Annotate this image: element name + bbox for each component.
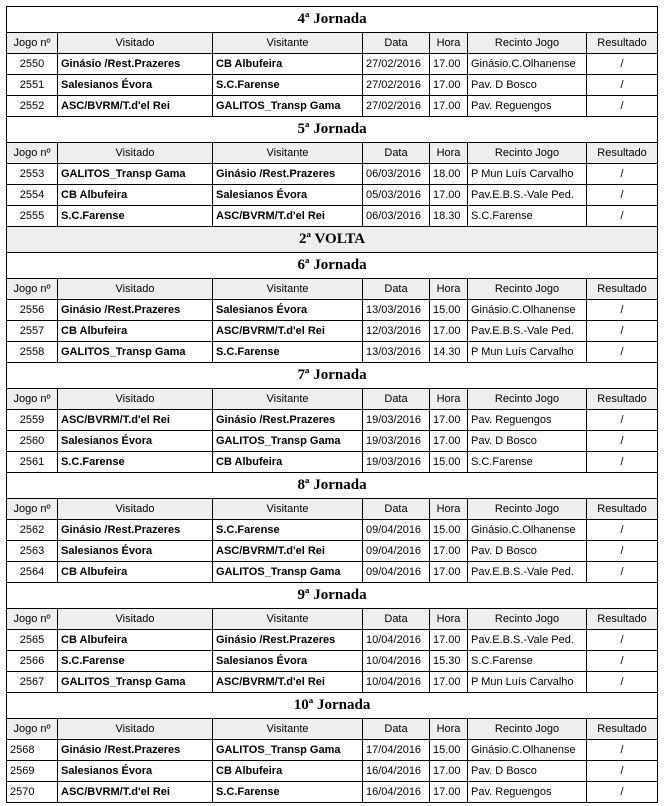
column-header-away-team: Visitante [213,609,363,630]
table-row [7,761,658,782]
result-cell: / [587,342,658,363]
column-header-match-time: Hora [430,279,468,300]
away-team-cell: S.C.Farense [213,782,363,803]
venue-cell: Pav.E.B.S.-Vale Ped. [468,630,587,651]
match-time-cell: 17.00 [430,410,468,431]
column-header-away-team: Visitante [213,389,363,410]
venue-cell: P Mun Luís Carvalho [468,672,587,693]
column-header-row [7,279,658,300]
column-header-venue: Recinto Jogo [468,389,587,410]
column-header-match-time: Hora [430,499,468,520]
column-header-match-time: Hora [430,33,468,54]
venue-cell: Pav.E.B.S.-Vale Ped. [468,185,587,206]
match-date-cell: 17/04/2016 [363,740,430,761]
column-header-jogo-number: Jogo nº [7,279,58,300]
match-date-cell: 19/03/2016 [363,452,430,473]
away-team-cell: S.C.Farense [213,75,363,96]
result-cell: / [587,206,658,227]
home-team-cell: S.C.Farense [58,206,213,227]
column-header-match-date: Data [363,279,430,300]
column-header-jogo-number: Jogo nº [7,33,58,54]
jogo-number-cell: 2568 [7,740,58,761]
match-date-cell: 12/03/2016 [363,321,430,342]
table-row [7,541,658,562]
match-date-cell: 19/03/2016 [363,431,430,452]
table-row [7,562,658,583]
column-header-match-date: Data [363,719,430,740]
match-date-cell: 09/04/2016 [363,520,430,541]
venue-cell: S.C.Farense [468,206,587,227]
jogo-number-cell: 2550 [7,54,58,75]
result-cell: / [587,452,658,473]
column-header-jogo-number: Jogo nº [7,719,58,740]
result-cell: / [587,740,658,761]
column-header-away-team: Visitante [213,33,363,54]
match-time-cell: 15.30 [430,651,468,672]
match-time-cell: 17.00 [430,431,468,452]
column-header-match-date: Data [363,609,430,630]
table-row [7,54,658,75]
away-team-cell: ASC/BVRM/T.d'el Rei [213,321,363,342]
match-date-cell: 05/03/2016 [363,185,430,206]
result-cell: / [587,75,658,96]
match-date-cell: 10/04/2016 [363,630,430,651]
home-team-cell: S.C.Farense [58,452,213,473]
column-header-away-team: Visitante [213,719,363,740]
table-row [7,342,658,363]
result-cell: / [587,410,658,431]
home-team-cell: Salesianos Évora [58,541,213,562]
table-row [7,206,658,227]
match-time-cell: 17.00 [430,321,468,342]
table-row [7,782,658,803]
match-time-cell: 15.00 [430,300,468,321]
column-header-away-team: Visitante [213,499,363,520]
column-header-home-team: Visitado [58,33,213,54]
jogo-number-cell: 2557 [7,321,58,342]
match-time-cell: 17.00 [430,96,468,117]
table-row [7,630,658,651]
column-header-result: Resultado [587,609,658,630]
match-time-cell: 17.00 [430,761,468,782]
result-cell: / [587,672,658,693]
match-time-cell: 15.00 [430,452,468,473]
match-date-cell: 10/04/2016 [363,651,430,672]
table-row [7,520,658,541]
jogo-number-cell: 2563 [7,541,58,562]
result-cell: / [587,651,658,672]
table-row [7,452,658,473]
jornada-title: 6ª Jornada [7,253,658,279]
match-time-cell: 17.00 [430,185,468,206]
venue-cell: Ginásio.C.Olhanense [468,520,587,541]
venue-cell: Pav. D Bosco [468,431,587,452]
venue-cell: Ginásio.C.Olhanense [468,300,587,321]
result-cell: / [587,321,658,342]
result-cell: / [587,185,658,206]
home-team-cell: GALITOS_Transp Gama [58,672,213,693]
table-row [7,300,658,321]
jornada-heading-row [7,117,658,143]
column-header-match-time: Hora [430,389,468,410]
column-header-home-team: Visitado [58,609,213,630]
volta-heading-row [7,227,658,253]
match-date-cell: 13/03/2016 [363,342,430,363]
match-time-cell: 17.00 [430,562,468,583]
result-cell: / [587,54,658,75]
column-header-venue: Recinto Jogo [468,499,587,520]
table-row [7,321,658,342]
home-team-cell: Salesianos Évora [58,431,213,452]
away-team-cell: Ginásio /Rest.Prazeres [213,630,363,651]
match-time-cell: 18.30 [430,206,468,227]
jogo-number-cell: 2555 [7,206,58,227]
column-header-result: Resultado [587,279,658,300]
venue-cell: P Mun Luís Carvalho [468,164,587,185]
column-header-venue: Recinto Jogo [468,33,587,54]
table-row [7,96,658,117]
column-header-home-team: Visitado [58,389,213,410]
match-date-cell: 06/03/2016 [363,164,430,185]
match-date-cell: 16/04/2016 [363,761,430,782]
away-team-cell: GALITOS_Transp Gama [213,562,363,583]
jornada-heading-row [7,253,658,279]
jornada-title: 10ª Jornada [7,693,658,719]
table-row [7,185,658,206]
column-header-venue: Recinto Jogo [468,143,587,164]
jogo-number-cell: 2560 [7,431,58,452]
home-team-cell: CB Albufeira [58,562,213,583]
result-cell: / [587,782,658,803]
away-team-cell: CB Albufeira [213,761,363,782]
match-date-cell: 27/02/2016 [363,75,430,96]
away-team-cell: CB Albufeira [213,54,363,75]
schedule-body [7,7,658,803]
volta-title: 2ª VOLTA [7,227,658,253]
jornada-title: 8ª Jornada [7,473,658,499]
table-row [7,75,658,96]
away-team-cell: S.C.Farense [213,342,363,363]
venue-cell: Pav. Reguengos [468,96,587,117]
table-row [7,651,658,672]
column-header-jogo-number: Jogo nº [7,389,58,410]
column-header-row [7,33,658,54]
venue-cell: Ginásio.C.Olhanense [468,740,587,761]
column-header-venue: Recinto Jogo [468,279,587,300]
result-cell: / [587,431,658,452]
match-date-cell: 27/02/2016 [363,96,430,117]
jornada-title: 4ª Jornada [7,7,658,33]
home-team-cell: S.C.Farense [58,651,213,672]
jornada-heading-row [7,7,658,33]
home-team-cell: Ginásio /Rest.Prazeres [58,300,213,321]
column-header-home-team: Visitado [58,143,213,164]
column-header-match-date: Data [363,33,430,54]
home-team-cell: Ginásio /Rest.Prazeres [58,520,213,541]
away-team-cell: Salesianos Évora [213,651,363,672]
jornada-heading-row [7,583,658,609]
result-cell: / [587,164,658,185]
match-time-cell: 17.00 [430,630,468,651]
venue-cell: Pav. D Bosco [468,541,587,562]
jogo-number-cell: 2552 [7,96,58,117]
jogo-number-cell: 2556 [7,300,58,321]
jogo-number-cell: 2570 [7,782,58,803]
match-date-cell: 09/04/2016 [363,541,430,562]
venue-cell: Pav. Reguengos [468,782,587,803]
match-time-cell: 17.00 [430,782,468,803]
column-header-row [7,499,658,520]
match-time-cell: 17.00 [430,541,468,562]
match-date-cell: 09/04/2016 [363,562,430,583]
away-team-cell: GALITOS_Transp Gama [213,96,363,117]
result-cell: / [587,300,658,321]
venue-cell: Pav.E.B.S.-Vale Ped. [468,321,587,342]
result-cell: / [587,761,658,782]
match-date-cell: 13/03/2016 [363,300,430,321]
jornada-heading-row [7,473,658,499]
home-team-cell: Salesianos Évora [58,75,213,96]
column-header-match-time: Hora [430,719,468,740]
column-header-match-time: Hora [430,609,468,630]
away-team-cell: ASC/BVRM/T.d'el Rei [213,541,363,562]
venue-cell: S.C.Farense [468,651,587,672]
column-header-result: Resultado [587,499,658,520]
home-team-cell: ASC/BVRM/T.d'el Rei [58,782,213,803]
home-team-cell: Salesianos Évora [58,761,213,782]
venue-cell: P Mun Luís Carvalho [468,342,587,363]
away-team-cell: Salesianos Évora [213,185,363,206]
match-time-cell: 14.30 [430,342,468,363]
home-team-cell: CB Albufeira [58,185,213,206]
column-header-jogo-number: Jogo nº [7,143,58,164]
column-header-home-team: Visitado [58,279,213,300]
home-team-cell: CB Albufeira [58,321,213,342]
away-team-cell: CB Albufeira [213,452,363,473]
jogo-number-cell: 2553 [7,164,58,185]
home-team-cell: Ginásio /Rest.Prazeres [58,54,213,75]
column-header-row [7,389,658,410]
column-header-row [7,609,658,630]
jogo-number-cell: 2562 [7,520,58,541]
home-team-cell: ASC/BVRM/T.d'el Rei [58,96,213,117]
column-header-row [7,719,658,740]
column-header-match-time: Hora [430,143,468,164]
column-header-result: Resultado [587,33,658,54]
column-header-away-team: Visitante [213,279,363,300]
match-time-cell: 17.00 [430,672,468,693]
match-date-cell: 27/02/2016 [363,54,430,75]
match-time-cell: 17.00 [430,75,468,96]
home-team-cell: Ginásio /Rest.Prazeres [58,740,213,761]
away-team-cell: Salesianos Évora [213,300,363,321]
jogo-number-cell: 2561 [7,452,58,473]
column-header-away-team: Visitante [213,143,363,164]
jogo-number-cell: 2551 [7,75,58,96]
away-team-cell: S.C.Farense [213,520,363,541]
away-team-cell: ASC/BVRM/T.d'el Rei [213,672,363,693]
jornada-heading-row [7,363,658,389]
away-team-cell: GALITOS_Transp Gama [213,431,363,452]
venue-cell: Pav. Reguengos [468,410,587,431]
home-team-cell: GALITOS_Transp Gama [58,342,213,363]
column-header-home-team: Visitado [58,499,213,520]
column-header-venue: Recinto Jogo [468,719,587,740]
jogo-number-cell: 2569 [7,761,58,782]
jogo-number-cell: 2558 [7,342,58,363]
match-date-cell: 10/04/2016 [363,672,430,693]
jogo-number-cell: 2564 [7,562,58,583]
column-header-result: Resultado [587,143,658,164]
table-row [7,431,658,452]
jogo-number-cell: 2565 [7,630,58,651]
jornada-heading-row [7,693,658,719]
venue-cell: Pav.E.B.S.-Vale Ped. [468,562,587,583]
table-row [7,672,658,693]
jogo-number-cell: 2554 [7,185,58,206]
column-header-venue: Recinto Jogo [468,609,587,630]
match-time-cell: 18.00 [430,164,468,185]
match-date-cell: 19/03/2016 [363,410,430,431]
column-header-match-date: Data [363,143,430,164]
venue-cell: Pav. D Bosco [468,75,587,96]
column-header-match-date: Data [363,499,430,520]
table-row [7,410,658,431]
away-team-cell: Ginásio /Rest.Prazeres [213,164,363,185]
venue-cell: Ginásio.C.Olhanense [468,54,587,75]
result-cell: / [587,96,658,117]
venue-cell: S.C.Farense [468,452,587,473]
match-date-cell: 06/03/2016 [363,206,430,227]
home-team-cell: CB Albufeira [58,630,213,651]
table-row [7,164,658,185]
schedule-table [6,6,658,803]
away-team-cell: Ginásio /Rest.Prazeres [213,410,363,431]
column-header-jogo-number: Jogo nº [7,499,58,520]
column-header-result: Resultado [587,389,658,410]
column-header-match-date: Data [363,389,430,410]
match-time-cell: 15.00 [430,520,468,541]
jogo-number-cell: 2566 [7,651,58,672]
match-time-cell: 17.00 [430,54,468,75]
jogo-number-cell: 2567 [7,672,58,693]
away-team-cell: GALITOS_Transp Gama [213,740,363,761]
result-cell: / [587,562,658,583]
jornada-title: 7ª Jornada [7,363,658,389]
home-team-cell: ASC/BVRM/T.d'el Rei [58,410,213,431]
match-date-cell: 16/04/2016 [363,782,430,803]
column-header-row [7,143,658,164]
match-time-cell: 15.00 [430,740,468,761]
column-header-jogo-number: Jogo nº [7,609,58,630]
column-header-result: Resultado [587,719,658,740]
column-header-home-team: Visitado [58,719,213,740]
result-cell: / [587,630,658,651]
jornada-title: 9ª Jornada [7,583,658,609]
jornada-title: 5ª Jornada [7,117,658,143]
away-team-cell: ASC/BVRM/T.d'el Rei [213,206,363,227]
result-cell: / [587,541,658,562]
jogo-number-cell: 2559 [7,410,58,431]
home-team-cell: GALITOS_Transp Gama [58,164,213,185]
table-row [7,740,658,761]
venue-cell: Pav. D Bosco [468,761,587,782]
result-cell: / [587,520,658,541]
